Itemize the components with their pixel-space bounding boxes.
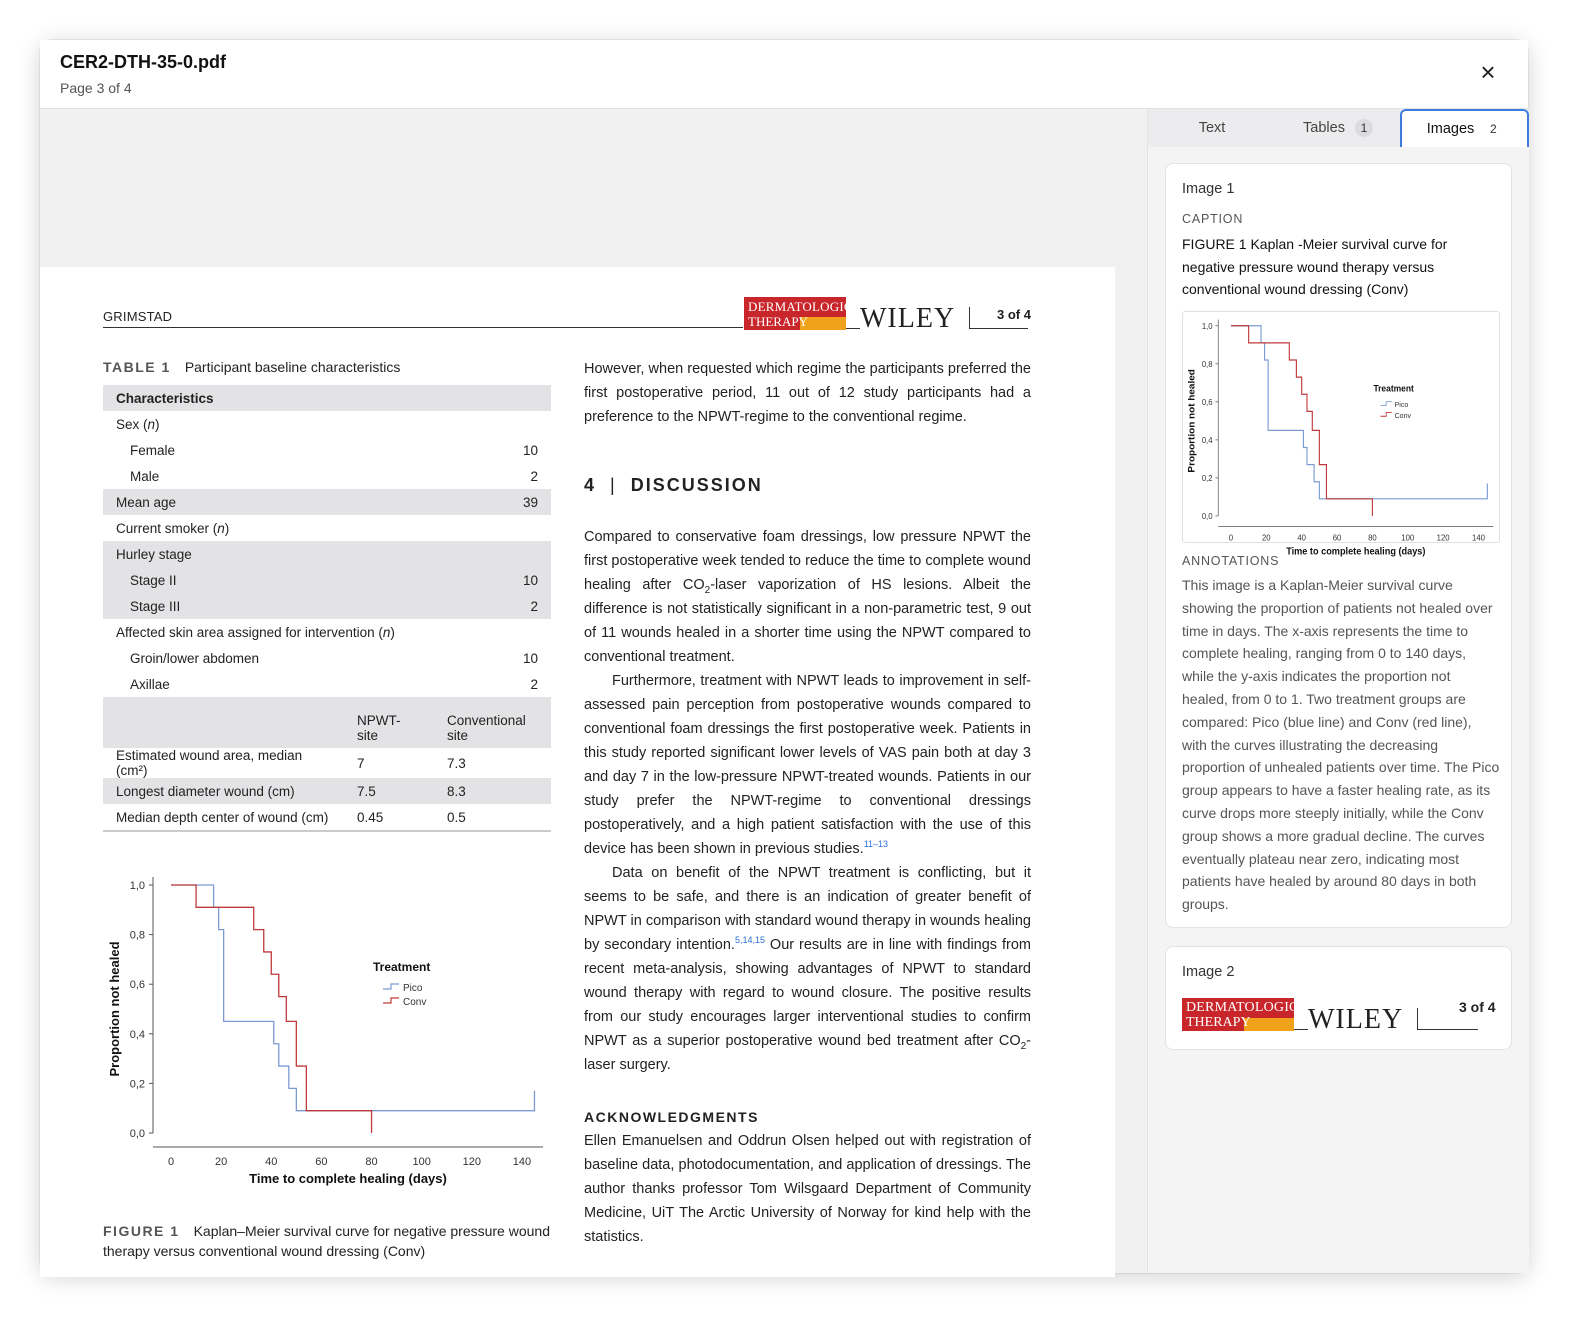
- image-caption: FIGURE 1 Kaplan -Meier survival curve for negative pressure wound therapy versus conventional wound dressing (Conv): [1182, 236, 1448, 297]
- pdf-page: [40, 267, 1115, 1277]
- legend-swatch: [383, 984, 399, 989]
- close-button[interactable]: [1476, 57, 1500, 87]
- x-axis-label: Time to complete healing (days): [249, 1171, 447, 1186]
- legend-swatch: [1381, 412, 1392, 416]
- tables-count-badge: 1: [1355, 119, 1373, 137]
- running-head: [103, 299, 1031, 334]
- legend-swatch: [1381, 402, 1392, 406]
- x-tick-label: 20: [1262, 533, 1271, 543]
- table-row: Median depth center of wound (cm): [103, 804, 344, 831]
- y-tick-label: 0,6: [129, 979, 145, 992]
- km-chart: [103, 867, 551, 1186]
- caption-label: CAPTION: [1182, 212, 1244, 226]
- y-axis-label: Proportion not healed: [1186, 369, 1198, 473]
- table-row: Affected skin area assigned for intervention (n): [116, 624, 395, 640]
- y-tick-label: 0,2: [129, 1078, 145, 1091]
- table-row: Mean age: [103, 489, 434, 515]
- x-tick-label: 0: [167, 1156, 175, 1168]
- x-tick-label: 80: [1368, 533, 1377, 543]
- image-card-1[interactable]: [1165, 163, 1512, 928]
- paragraph: However, when requested which regime the participants preferred the first postoperative period, 11 out of 12 study participants had a preference to the NPWT-regime to the conventional regime.: [584, 361, 1031, 425]
- x-tick-label: 120: [462, 1156, 481, 1168]
- table-row: Axillae: [130, 676, 170, 692]
- image-card-title: Image 2: [1182, 964, 1235, 980]
- extraction-sidebar: [1147, 109, 1529, 1273]
- image-card-2[interactable]: [1165, 946, 1512, 1050]
- tab-text[interactable]: Text: [1198, 120, 1226, 136]
- ack-heading: ACKNOWLEDGMENTS: [584, 1109, 759, 1125]
- x-tick-label: 20: [215, 1156, 228, 1168]
- x-tick-label: 140: [512, 1156, 532, 1168]
- y-tick-label: 0,8: [129, 929, 145, 942]
- series-line-conv: [171, 885, 372, 1133]
- table-row: Stage II: [103, 567, 434, 593]
- x-tick-label: 60: [315, 1156, 328, 1168]
- file-title: CER2-DTH-35-0.pdf: [60, 52, 227, 72]
- table-caption: Participant baseline characteristics: [184, 359, 401, 375]
- y-tick-label: 0,2: [1201, 473, 1213, 484]
- x-tick-label: 60: [1332, 533, 1342, 543]
- y-tick-label: 0,8: [1201, 359, 1213, 369]
- legend-swatch: [383, 998, 399, 1003]
- title-bar: [40, 40, 1528, 109]
- legend-title: Treatment: [1373, 383, 1414, 394]
- table-row: Stage III: [103, 593, 434, 619]
- legend-label: Pico: [403, 983, 423, 994]
- table-row: Groin/lower abdomen: [130, 650, 260, 666]
- y-tick-label: 0,4: [129, 1028, 145, 1041]
- legend-label: Conv: [403, 997, 427, 1008]
- table-row: Current smoker (n): [116, 520, 230, 536]
- body-text: [584, 357, 1031, 1249]
- citation-link[interactable]: 5,14,15: [734, 935, 765, 946]
- citation-link[interactable]: 11–13: [863, 839, 889, 850]
- paragraph: Compared to conservative foam dressings, low pressure NPWT the first postoperative week tended to reduce the time to complete wound healing after $CO_2$-laser vaporization of HS lesions. Albeit the difference is not statistically significant in a non-parametric test, 9 out of 11 wounds healed in a shorter time using the NPWT compared to conventional treatment.: [584, 529, 1031, 665]
- table-row: Longest diameter wound (cm): [103, 778, 344, 804]
- close-icon: ×: [1480, 57, 1496, 87]
- legend-label: Conv: [1394, 410, 1412, 420]
- legend-title: Treatment: [373, 960, 431, 974]
- figure-caption: [103, 1221, 551, 1261]
- x-tick-label: 80: [365, 1156, 378, 1168]
- pdf-preview-window: [40, 40, 1528, 1273]
- pdf-viewer[interactable]: [40, 109, 1147, 1273]
- running-head-rule: [103, 327, 743, 328]
- image-thumbnail[interactable]: [1182, 311, 1500, 558]
- x-tick-label: 100: [412, 1156, 431, 1168]
- table-row: Male: [130, 468, 160, 484]
- y-tick-label: 0,0: [1201, 511, 1213, 522]
- table-title: [103, 359, 400, 375]
- table-label: TABLE 1: [103, 359, 171, 375]
- image-card-title: Image 1: [1182, 181, 1235, 197]
- series-line-conv: [1231, 326, 1372, 516]
- x-tick-label: 0: [1228, 533, 1234, 543]
- tab-tables[interactable]: Tables 1: [1276, 109, 1400, 147]
- image-annotations: This image is a Kaplan-Meier survival curve showing the proportion of patients not healed over time in days. The x-axis represents the time to complete healing, ranging from 0 to 140 days, while the y-axis indicates the proportion not healed, from 0 to 1. Two treatment groups are compared: Pico (blue line) and Conv (red line), with the curves illustrating the decreasing proportion of unhealed patients over time. The Pico group appears to have a faster healing rate, as its curve drops more steeply initially, while the Conv group shows a more gradual decline. The curves eventually plateau near zero, indicating most patients have healed by around 80 days in both groups.: [1182, 577, 1500, 913]
- y-tick-label: 1,0: [129, 880, 145, 892]
- paragraph: Furthermore, treatment with NPWT leads to improvement in self-assessed pain perception from postoperative wounds compared to conventional foam dressings the first postoperative week. Patients in this study reported significant lower levels of VAS pain both at day 3 and day 7 in the low-pressure NPWT-treated wounds. Patients in our study prefer the NPWT-regime to conventional dressings postoperatively, and a high patient satisfaction with the use of this device has been shown in previous studies.$^{11-13}$: [584, 673, 1031, 857]
- x-axis-label: Time to complete healing (days): [1286, 545, 1426, 558]
- thumbnail-page-number: 3 of 4: [1459, 999, 1496, 1015]
- page-indicator: Page 3 of 4: [60, 80, 132, 96]
- publisher-name: WILEY: [860, 303, 956, 334]
- section-heading: 4 | DISCUSSION: [584, 475, 763, 495]
- running-head-author: GRIMSTAD: [103, 309, 173, 324]
- annotations-label: ANNOTATIONS: [1182, 554, 1280, 568]
- tab-images[interactable]: Images 2: [1400, 109, 1529, 147]
- legend-label: Pico: [1394, 399, 1409, 410]
- image-thumbnail-logo: DERMATOLOGIC THERAPY WILEY: [1182, 997, 1478, 1031]
- col-header-npwt: NPWT-site: [344, 697, 434, 748]
- figure-caption-text: Kaplan–Meier survival curve for negative pressure wound therapy versus conventional wound dressing (Conv): [103, 1223, 550, 1259]
- paragraph: Data on benefit of the NPWT treatment is conflicting, but it seems to be safe, and there is an indication of greater benefit of NPWT in comparison with standard wound therapy in wounds healing by secondary intention.$^{5,14,15}$ Our results are in line with findings from recent meta-analysis, showing advantages of NPWT to standard wound therapy with regard to wound closure. The positive results from our study encourages larger interventional studies to confirm NPWT as a superior postoperative wound bed treatment after $CO_2$-laser surgery.: [584, 865, 1031, 1073]
- series-line-pico: [1231, 326, 1487, 499]
- x-tick-label: 40: [265, 1156, 278, 1168]
- table-header: Characteristics: [103, 385, 551, 411]
- y-tick-label: 0,4: [1201, 435, 1213, 446]
- paragraph: Ellen Emanuelsen and Oddrun Olsen helped out with registration of baseline data, photodocumentation, and application of dressings. The author thanks professor Tom Wilsgaard Department of Community Medicine, UiT The Arctic University of Norway for kind help with the statistics.: [584, 1133, 1031, 1245]
- series-line-pico: [171, 885, 534, 1111]
- y-tick-label: 0,6: [1201, 397, 1213, 408]
- table-row: Hurley stage: [103, 541, 434, 567]
- x-tick-label: 120: [1436, 533, 1450, 543]
- col-header-conv: Conventional site: [434, 697, 551, 748]
- logo-line1: DERMATOLOGIC: [748, 299, 853, 314]
- logo-box: [744, 297, 853, 330]
- x-tick-label: 140: [1472, 533, 1485, 543]
- table-row: Female: [130, 442, 176, 458]
- x-tick-label: 40: [1297, 533, 1307, 543]
- x-tick-label: 100: [1401, 533, 1415, 543]
- tab-bar: [1148, 109, 1529, 147]
- table-row: Sex (n): [116, 416, 160, 432]
- images-count-badge: 2: [1484, 120, 1502, 138]
- table-row: Estimated wound area, median (cm²): [116, 748, 303, 778]
- y-tick-label: 0,0: [129, 1128, 145, 1140]
- logo-line2: THERAPY: [748, 314, 808, 329]
- y-axis-label: Proportion not healed: [107, 941, 122, 1077]
- baseline-table: Characteristics Sex (n) Female 10 Male 2 Mean age 39 Current smoker (n) Hurley stage Stage II 10 Stage III 2 Affected skin area assigned for intervention (n) Groin/lower abdomen 10 Axillae 2 NPWT-site Conventional site Estimated wound area, median (cm²) 7 7.3 Longest diameter wound (cm) 7.5 8.3 Median depth center of wound (cm) 0.45 0.5: [103, 385, 551, 832]
- y-tick-label: 1,0: [1201, 321, 1213, 331]
- figure-label: FIGURE 1: [103, 1223, 180, 1239]
- running-head-page: 3 of 4: [997, 307, 1031, 322]
- journal-logo: [744, 296, 1028, 334]
